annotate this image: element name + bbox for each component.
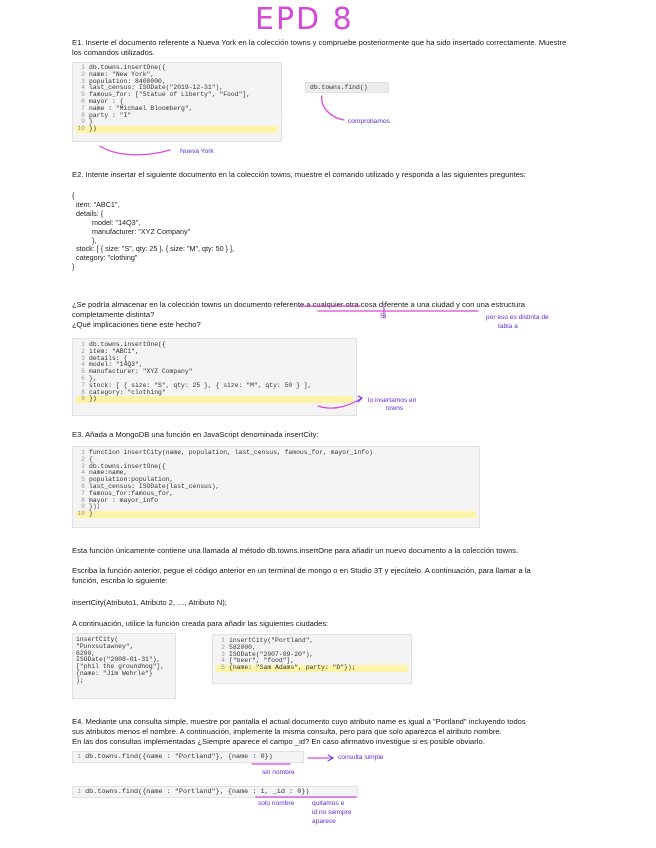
- e2-question-1: ¿Se podría almacenar en la colección towns un documento referente a cualquier otra cosa diferente a una ciudad y con una estructura completamente distinta?: [72, 300, 525, 319]
- code-line: [76, 126, 278, 133]
- e4-statement-3: En las dos consultas implementadas ¿Siempre aparece el campo _id? En caso afirmativo investigue si es posible obviarlo.: [72, 737, 485, 746]
- text-line: ISODate("2008-01-31"),: [76, 656, 161, 664]
- line-number: 5: [81, 368, 85, 376]
- line-number: 7: [81, 489, 85, 497]
- line-number: 1: [81, 64, 85, 71]
- code-line: [76, 450, 476, 457]
- e3-code-block: [72, 446, 480, 528]
- e2-arrow-head: [358, 396, 362, 402]
- line-number: 9: [81, 118, 85, 126]
- code-text: 582000,: [229, 643, 256, 651]
- line-number: 9: [81, 395, 85, 403]
- e4-note-consulta: consulta simple: [338, 754, 384, 761]
- e4-statement-2: sus atributos menos el nombre. A continuación, implemente la misma consulta, pero para que solo aparezca el atributo nombre.: [72, 727, 502, 736]
- code-line: [76, 390, 353, 397]
- line-number: 9: [81, 503, 85, 511]
- code-line: [76, 498, 476, 505]
- text-line: stock: [ { size: "S", qty: 25 }, { size: "M", qty: 50 } ],: [72, 244, 235, 254]
- code-line: [76, 119, 278, 126]
- code-text: stock: [ { size: "S", qty: 25 }, { size: "M", qty: 50 } ],: [89, 381, 312, 389]
- text-line: manufacturer: "XYZ Company": [72, 226, 191, 236]
- code-text: mayor : mayor_info: [89, 496, 159, 504]
- code-line: [76, 511, 476, 518]
- line-number: 10: [77, 510, 85, 518]
- code-line: [76, 396, 353, 403]
- e4-note-quitamos: quitamos e: [312, 800, 345, 807]
- code-text: {name: "Sam Adams", party: "D"});: [229, 664, 356, 672]
- line-number: 2: [81, 347, 85, 355]
- code-text: mayor : {: [89, 97, 124, 105]
- e3-paragraph-1: Esta función únicamente contiene una llamada al método db.towns.insertOne para añadir un nuevo documento a la colección towns.: [72, 546, 519, 555]
- code-text: manufacturer: "XYZ Company": [89, 368, 193, 376]
- e2-note-tabla: tabla a: [498, 323, 518, 330]
- line-number: 3: [221, 650, 225, 658]
- line-number: 3: [81, 462, 85, 470]
- text-line: 6200,: [76, 649, 96, 657]
- code-text: {: [89, 455, 93, 463]
- code-text: last_census: ISODate("2019-12-31"),: [89, 84, 224, 92]
- line-number: 1: [221, 637, 225, 644]
- e3-statement: E3. Añada a MongoDB una función en JavaScript denominada insertCity:: [72, 430, 319, 439]
- e2-note-si: Sí: [380, 313, 387, 320]
- line-number: 6: [81, 97, 85, 105]
- code-text: db.towns.insertOne({: [89, 64, 166, 71]
- code-text: model: "14Q3",: [89, 361, 143, 369]
- text-line: }: [72, 262, 75, 272]
- e4-query-2: [72, 786, 358, 798]
- line-number: 4: [81, 361, 85, 369]
- line-number: 7: [81, 381, 85, 389]
- e1-bracket-curve: [100, 146, 170, 155]
- code-text: details: {: [89, 354, 128, 362]
- code-text: famous_for: ["Statue of Liberty", "Food"],: [89, 91, 251, 99]
- code-text: name : "Michael Bloomberg",: [89, 104, 193, 112]
- code-text: }): [89, 125, 97, 133]
- line-number: 5: [221, 664, 225, 672]
- e3-paragraph-2: Escriba la función anterior, pegue el código anterior en un terminal de mongo o en Studio 3T y ejecútelo. A continuación, para llamar a la función, escriba lo siguiente:: [72, 566, 531, 585]
- code-text: }: [89, 510, 93, 518]
- text-line: "Punxsutawney",: [76, 642, 134, 650]
- code-text: function insertCity(name, population, last_census, famous_for, mayor_info): [89, 449, 373, 456]
- line-number: 3: [81, 77, 85, 85]
- code-text: item: "ABC1",: [89, 347, 139, 355]
- e4-note-aparece: aparece: [312, 818, 336, 825]
- e4-query-1-text: db.towns.find({name : "Portland"}, {name : 0}): [85, 753, 273, 761]
- e1-note-comprobamos: comprobamos: [348, 118, 390, 125]
- e2-document: [72, 192, 234, 272]
- code-line: [76, 369, 353, 376]
- line-number: 8: [81, 388, 85, 396]
- text-line: ["phil the groundhog"],: [76, 663, 165, 671]
- page-title: EPD 8: [255, 2, 354, 37]
- line-number: 3: [81, 354, 85, 362]
- code-text: population:population,: [89, 476, 174, 484]
- e4-query-2-text: db.towns.find({name : "Portland"}, {name : 1, _id : 0}): [85, 788, 310, 796]
- code-text: db.towns.insertOne({: [89, 462, 166, 470]
- e2-note-distinta: por eso es distinta de: [486, 314, 549, 321]
- line-number: 1: [81, 341, 85, 348]
- line-number: 4: [81, 84, 85, 92]
- text-line: );: [76, 676, 84, 684]
- e4-note-sin-nombre: sin nombre: [262, 769, 295, 776]
- code-text: name: "New York",: [89, 70, 155, 78]
- line-number: 8: [81, 111, 85, 119]
- code-text: name:name,: [89, 469, 128, 477]
- line-number: 7: [81, 104, 85, 112]
- line-number: 2: [81, 70, 85, 78]
- e1-find-command: db.towns.find(): [305, 82, 389, 93]
- line-number: 6: [81, 482, 85, 490]
- e4-query-1: [72, 751, 304, 763]
- code-text: category: "clothing": [89, 388, 166, 396]
- code-text: ISODate("2007-09-20"),: [229, 650, 314, 658]
- text-line: },: [72, 235, 97, 245]
- code-text: party : "I": [89, 111, 132, 119]
- line-number: 5: [81, 476, 85, 484]
- line-number: 1: [81, 449, 85, 456]
- text-line: insertCity(: [76, 636, 119, 643]
- e1-statement: E1. Inserte el documento referente a Nueva York en la colección towns y compruebe posteriormente que ha sido insertado correctamente. Muestre los comandos utilizados.: [72, 38, 567, 57]
- code-text: }: [89, 118, 93, 126]
- code-text: });: [89, 503, 101, 511]
- e4-statement-1: E4. Mediante una consulta simple, muestre por pantalla el actual documento cuyo atributo name es igual a "Portland" incluyendo todos: [72, 717, 526, 726]
- line-number: 2: [81, 455, 85, 463]
- e2-note-insertamos: lo insertamos en: [368, 397, 417, 404]
- e1-code-block: [72, 62, 282, 142]
- code-text: db.towns.insertOne({: [89, 341, 166, 348]
- text-line: details: {: [72, 208, 104, 218]
- line-number: 8: [81, 496, 85, 504]
- e2-question-2: ¿Qué implicaciones tiene este hecho?: [72, 320, 201, 329]
- e4-note-id-no-siempre: id no siempre: [312, 809, 352, 816]
- e1-arrow-curve: [322, 96, 344, 120]
- e4-arrow-head: [328, 755, 333, 761]
- e2-note-towns: towns: [386, 405, 404, 412]
- line-number: 4: [221, 657, 225, 665]
- code-line: [76, 504, 476, 511]
- code-text: last_census: ISODate(last_census),: [89, 482, 220, 490]
- e3-left-code: [72, 633, 176, 699]
- line-number: 2: [221, 643, 225, 651]
- text-line: model: "14Q3",: [72, 217, 141, 227]
- text-line: item: "ABC1",: [72, 199, 120, 209]
- code-text: insertCity("Portland",: [229, 637, 314, 644]
- code-text: }): [89, 395, 97, 403]
- line-number: 10: [77, 125, 85, 133]
- code-text: ["beer", "food"],: [229, 657, 295, 665]
- line-number: 4: [81, 469, 85, 477]
- code-text: population: 8400000,: [89, 77, 166, 85]
- text-line: {name: "Jim Wehrle"}: [76, 669, 153, 677]
- e2-statement: E2. Intente insertar el siguiente documento en la colección towns, muestre el comando utilizado y responda a las siguientes preguntes:: [72, 170, 526, 179]
- code-text: famous_for:famous_for,: [89, 489, 174, 497]
- line-number: 1: [77, 753, 82, 761]
- line-number: 5: [81, 91, 85, 99]
- code-line: [76, 464, 476, 471]
- line-number: 1: [77, 788, 82, 796]
- e3-right-code: [212, 634, 412, 684]
- code-text: },: [89, 374, 97, 382]
- code-line: [76, 113, 278, 120]
- e3-paragraph-4: A continuación, utilice la función creada para añadir las siguientes ciudades:: [72, 619, 329, 628]
- e3-paragraph-3: insertCity(Atributo1, Atributo 2, …, Atributo N);: [72, 598, 227, 607]
- code-line: [216, 665, 408, 672]
- line-number: 6: [81, 374, 85, 382]
- e4-note-solo-nombre: solo nombre: [258, 800, 295, 807]
- text-line: {: [72, 191, 75, 200]
- text-line: category: "clothing": [72, 253, 138, 263]
- e1-note-nueva-york: Nueva York: [180, 148, 214, 155]
- e2-code-block: [72, 338, 357, 416]
